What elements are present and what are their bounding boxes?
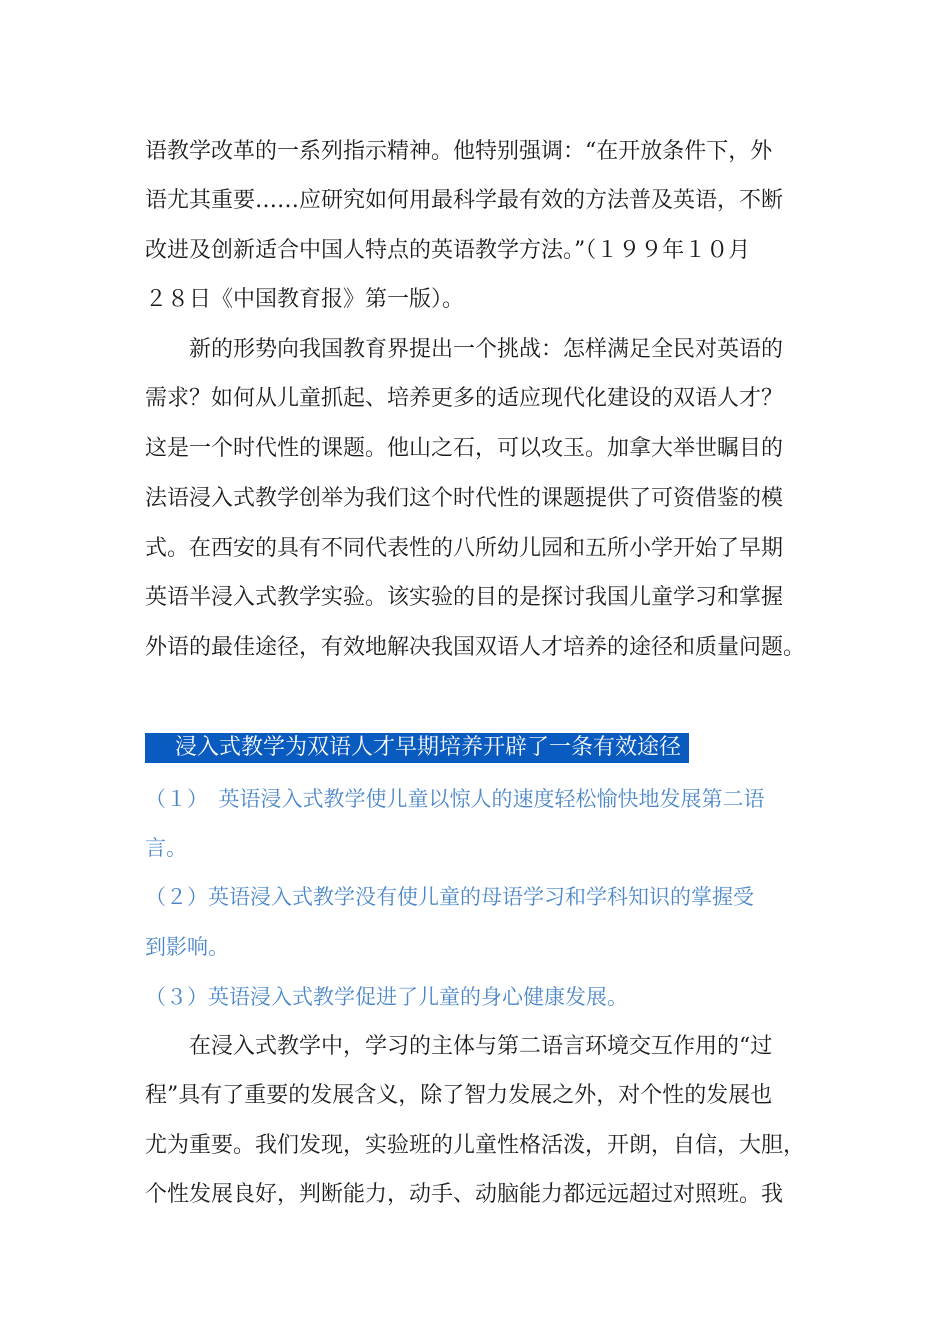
list-item: （１） 英语浸入式教学使儿童以惊人的速度轻松愉快地发展第二语	[145, 787, 765, 811]
list-item: （２）英语浸入式教学没有使儿童的母语学习和学科知识的掌握受	[145, 885, 754, 909]
paragraph-line: 法语浸入式教学创举为我们这个时代性的课题提供了可资借鉴的模	[145, 486, 784, 511]
paragraph-line: 个性发展良好，判断能力，动手、动脑能力都远远超过对照班。我	[145, 1182, 784, 1207]
paragraph-line: 这是一个时代性的课题。他山之石，可以攻玉。加拿大举世瞩目的	[145, 436, 784, 461]
list-item: 言。	[145, 836, 187, 860]
list-item: 到影响。	[145, 935, 229, 959]
paragraph-line: 外语的最佳途径，有效地解决我国双语人才培养的途径和质量问题。	[145, 635, 806, 660]
section-heading: 浸入式教学为双语人才早期培养开辟了一条有效途径	[145, 733, 689, 763]
paragraph-line: 式。在西安的具有不同代表性的八所幼儿园和五所小学开始了早期	[145, 536, 784, 561]
paragraph-line: 在浸入式教学中，学习的主体与第二语言环境交互作用的“过	[189, 1034, 773, 1059]
list-item: （３）英语浸入式教学促进了儿童的身心健康发展。	[145, 985, 628, 1009]
paragraph-line: 英语半浸入式教学实验。该实验的目的是探讨我国儿童学习和掌握	[145, 585, 784, 610]
paragraph-line: ２８日《中国教育报》第一版）。	[145, 287, 465, 312]
paragraph-line: 新的形势向我国教育界提出一个挑战：怎样满足全民对英语的	[189, 337, 784, 362]
paragraph-line: 语尤其重要……应研究如何用最科学最有效的方法普及英语，不断	[145, 188, 784, 213]
paragraph-line: 尤为重要。我们发现，实验班的儿童性格活泼，开朗，自信，大胆，	[145, 1133, 806, 1158]
paragraph-line: 需求？如何从儿童抓起、培养更多的适应现代化建设的双语人才？	[145, 386, 784, 411]
paragraph-line: 改进及创新适合中国人特点的英语教学方法。”（１９９年１０月	[145, 238, 751, 263]
paragraph-line: 程”具有了重要的发展含义，除了智力发展之外，对个性的发展也	[145, 1083, 773, 1108]
paragraph-line: 语教学改革的一系列指示精神。他特别强调：“在开放条件下，外	[145, 139, 773, 164]
